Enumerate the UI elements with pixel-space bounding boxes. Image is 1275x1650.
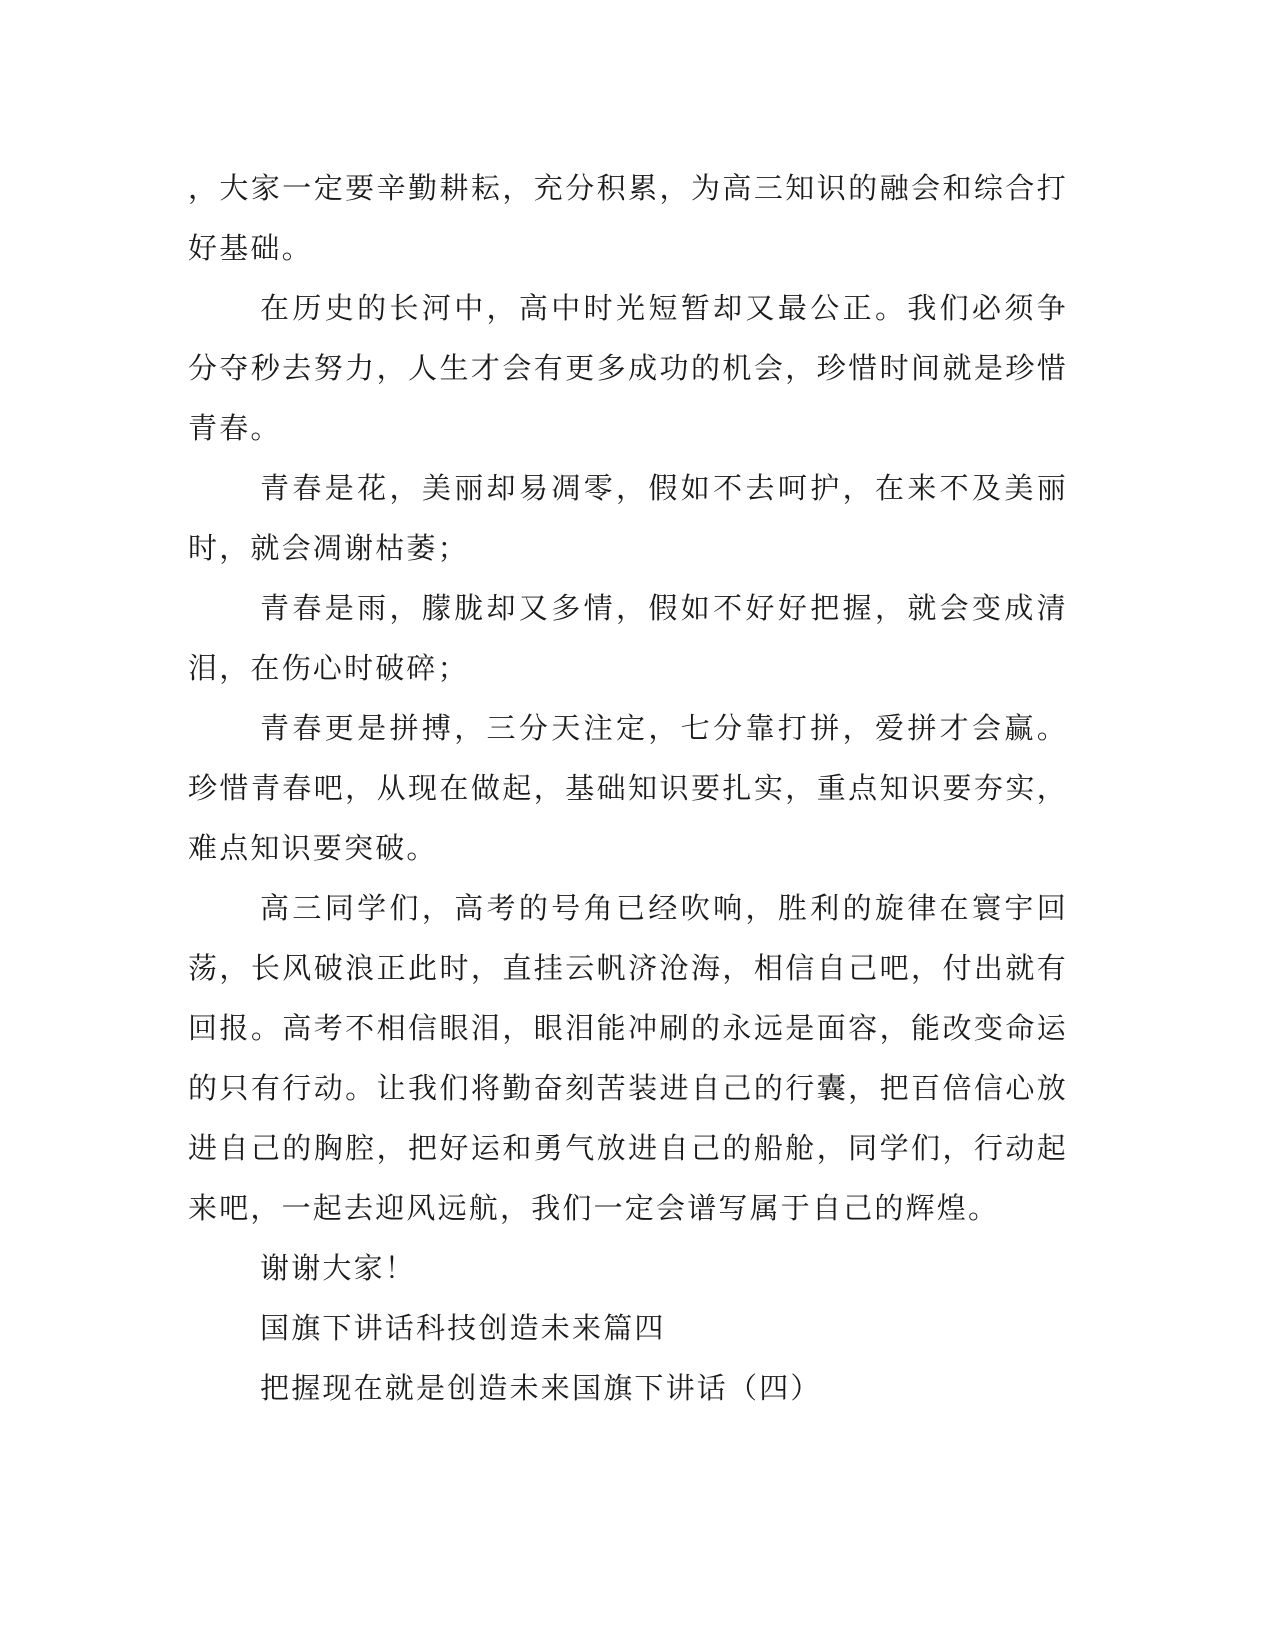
paragraph-youth-flower: 青春是花，美丽却易凋零，假如不去呵护，在来不及美丽时，就会凋谢枯萎； xyxy=(188,471,1068,565)
paragraph-youth-struggle: 青春更是拼搏，三分天注定，七分靠打拼，爱拼才会赢。珍惜青春吧，从现在做起，基础知识要扎实，重点知识要夯实，难点知识要突破。 xyxy=(188,711,1068,865)
paragraph-thanks: 谢谢大家！ xyxy=(260,1251,417,1285)
paragraph-continuation: ，大家一定要辛勤耕耘，充分积累，为高三知识的融会和综合打好基础。 xyxy=(188,171,1068,265)
paragraph-senior-students: 高三同学们，高考的号角已经吹响，胜利的旋律在寰宇回荡，长风破浪正此时，直挂云帆济沧海，相信自己吧，付出就有回报。高考不相信眼泪，眼泪能冲刷的永远是面容，能改变命运的只有行动。让我们将勤奋刻苦装进自己的行囊，把百倍信心放进自己的胸腔，把好运和勇气放进自己的船舱，同学们，行动起来吧，一起去迎风远航，我们一定会谱写属于自己的辉煌。 xyxy=(188,891,1068,1225)
section-heading: 国旗下讲话科技创造未来篇四 xyxy=(260,1311,666,1345)
paragraph-youth-rain: 青春是雨，朦胧却又多情，假如不好好把握，就会变成清泪，在伤心时破碎； xyxy=(188,591,1068,685)
speech-title: 把握现在就是创造未来国旗下讲话（四） xyxy=(260,1371,822,1405)
paragraph-history: 在历史的长河中，高中时光短暂却又最公正。我们必须争分夺秒去努力，人生才会有更多成功的机会，珍惜时间就是珍惜青春。 xyxy=(188,291,1068,445)
document-body xyxy=(188,158,1068,1418)
